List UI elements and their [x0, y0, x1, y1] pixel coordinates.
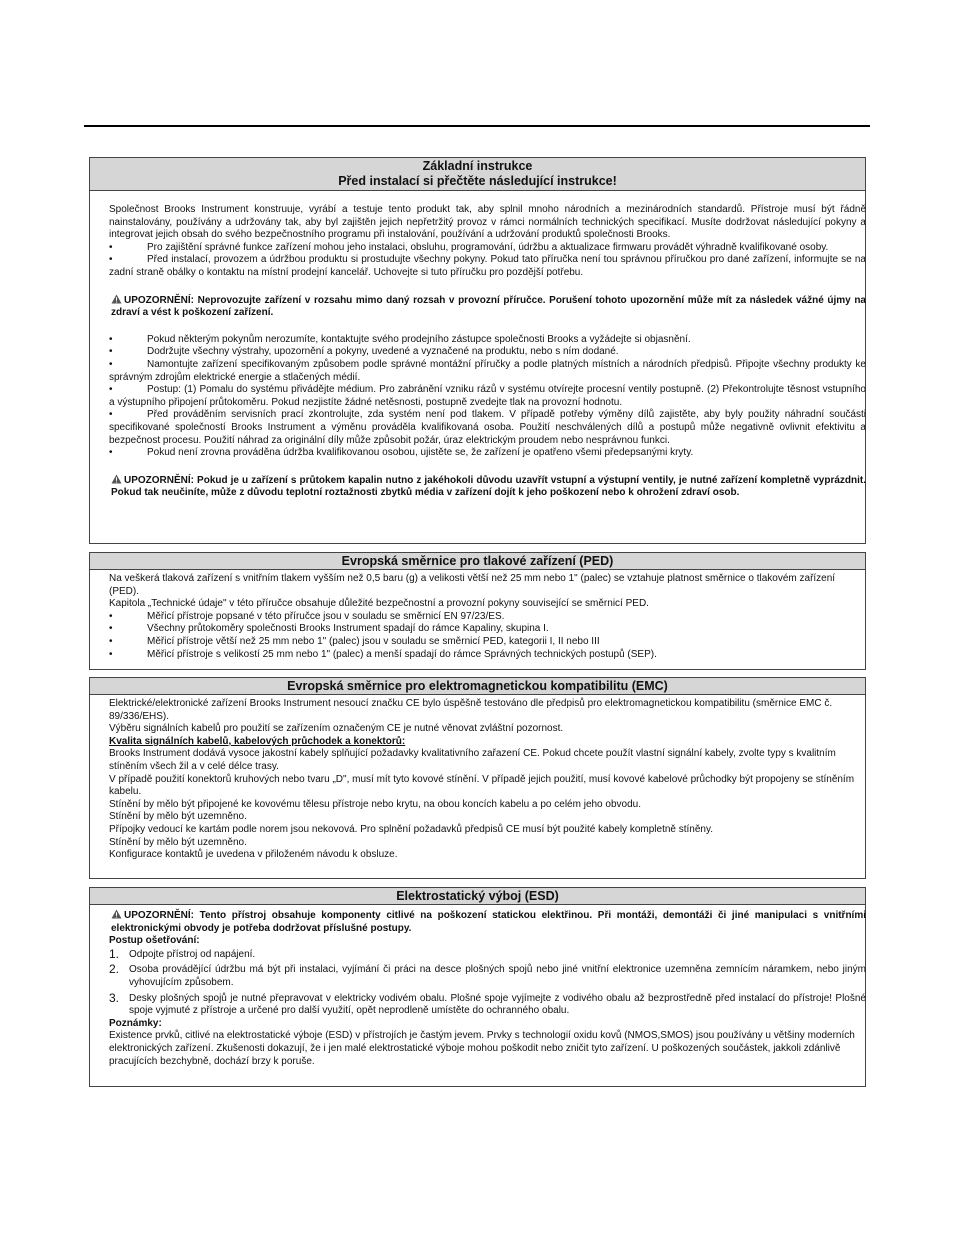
warning-triangle-icon — [111, 294, 122, 304]
section-header — [90, 158, 865, 191]
paragraph: Brooks Instrument dodává vysoce jakostní kabely splňující požadavky kvalitativního zařazení CE. Pokud chcete použít vlastní signální kabely, zvolte typy s kvalitním stíněním všech žil a v celé délce trasy. — [109, 748, 836, 772]
list-item: 1. Odpojte přístroj od napájení. — [109, 946, 256, 961]
section-header — [90, 678, 865, 695]
section-header — [90, 888, 865, 905]
list-item: • Pokud není zrovna prováděna údržba kvalifikovanou osobou, ujistěte se, že zařízení je opatřeno všemi předepsanými kryty. — [109, 447, 694, 459]
paragraph: Na veškerá tlaková zařízení s vnitřním tlakem vyšším než 0,5 baru (g) a velikosti větší než 25 mm nebo 1" (palec) se vztahuje platnost směrnice o tlakovém zařízení (PED). — [109, 573, 836, 597]
warning-paragraph: UPOZORNĚNÍ: Neprovozujte zařízení v rozsahu mimo daný rozsah v provozní příručce. Porušení tohoto upozornění může mít za následek vážné újmy na zdraví a vést k poškození zařízení. — [111, 294, 866, 319]
paragraph: Konfigurace kontaktů je uvedena v přiloženém návodu k obsluze. — [109, 849, 398, 861]
section-esd — [89, 887, 866, 1087]
section-title: Evropská směrnice pro tlakové zařízení (PED) — [341, 554, 614, 568]
section-header — [90, 553, 865, 570]
list-item: • Měřicí přístroje s velikostí 25 mm nebo 1" (palec) a menší spadají do rámce Správných technických postupů (SEP). — [109, 648, 657, 660]
warning-triangle-icon — [111, 474, 122, 484]
list-item: 3. Desky plošných spojů je nutné přepravovat v elektricky vodivém obalu. Plošné spoje vyjímejte z vodivého obalu až bezprostředně před instalací do přístroje! Plošné spoje vyjmuté z přístroje a určené pro další využití, opět neprodleně umístěte do ochranného obalu. — [109, 990, 866, 1017]
paragraph: Výběru signálních kabelů pro použití se zařízením označeným CE je nutné věnovat zvláštní pozornost. — [109, 723, 564, 735]
list-item: • Pokud některým pokynům nerozumíte, kontaktujte svého prodejního zástupce společnosti Brooks a vyžádejte si objasnění. — [109, 333, 691, 345]
procedure-label: Postup ošetřování: — [109, 935, 200, 947]
section-title: Základní instrukce — [422, 159, 533, 173]
section-subtitle: Před instalací si přečtěte následující instrukce! — [338, 174, 617, 188]
notes-paragraph: Existence prvků, citlivé na elektrostatické výboje (ESD) v přístrojích je častým jevem. Prvky s technologií oxidu kovů (NMOS,SMOS) jsou používány u většiny moderních elektronických zařízení. Zkušenosti dokazují, že i jen malé elektrostatické výboje mohou poškodit nebo zničit tyto zařízení. U poškozených součástek, jakkoli zdánlivě pracujících bezchybně, dochází brzy k poruše. — [109, 1030, 855, 1067]
warning-paragraph: UPOZORNĚNÍ: Tento přístroj obsahuje komponenty citlivé na poškození statickou elektřinou. Při montáži, demontáži či jiné manipulaci s vnitřními elektronickými obvody je potřeba dodržovat příslušné postupy. — [111, 910, 867, 934]
list-item: 2. Osoba provádějící údržbu má být při instalaci, vyjímání či práci na desce plošných spojů nebo jiné vnitřní elektronice uzemněna zemnícím náramkem, nebo jiným vyhovujícím způsobem. — [109, 962, 866, 988]
list-item: • Postup: (1) Pomalu do systému přivádějte médium. Pro zabránění vzniku rázů v systému otvírejte procesní ventily postupně. (2) Překontrolujte těsnost vstupního a výstupního připojení průtokoměru. Pokud nezjistíte žádné netěsnosti, postupně zvedejte tlak na provozní hodnotu. — [109, 384, 866, 408]
list-item: • Před instalací, provozem a údržbou produktu si prostudujte všechny pokyny. Pokud tato příručka není tou správnou příručkou pro dané zařízení, informujte se na zadní straně obálky o kontaktu na místní prodejní kancelář. Uchovejte si tuto příručku pro pozdější potřebu. — [109, 254, 866, 278]
list-item: • Měřicí přístroje popsané v této příručce jsou v souladu se směrnicí EN 97/23/ES. — [109, 610, 505, 622]
list-item: • Dodržujte všechny výstrahy, upozornění a pokyny, uvedené a vyznačené na produktu, nebo s ním dodané. — [109, 346, 619, 358]
list-item: • Všechny průtokoměry společnosti Brooks Instrument spadají do rámce Kapaliny, skupina I. — [109, 623, 549, 635]
paragraph: Stínění by mělo být uzemněno. — [109, 836, 247, 848]
list-item: • Pro zajištění správné funkce zařízení mohou jeho instalaci, obsluhu, programování, údržbu a aktualizace firmwaru provádět výhradně kvalifikované osoby. — [109, 241, 829, 253]
paragraph: Stínění by mělo být uzemněno. — [109, 811, 247, 823]
paragraph: Stínění by mělo být připojené ke kovovému tělesu přístroje nebo krytu, na obou koncích kabelu a po celém jeho obvodu. — [109, 798, 641, 810]
paragraph: Přípojky vedoucí ke kartám podle norem jsou nekovová. Pro splnění požadavků předpisů CE musí být použité kabely kompletně stíněny. — [109, 823, 714, 835]
section-emc — [89, 677, 866, 879]
paragraph: Kapitola „Technické údaje" v této příručce obsahuje důležité bezpečnostní a provozní pokyny související se směrnicí PED. — [109, 598, 649, 610]
intro-paragraph: Společnost Brooks Instrument konstruuje, vyrábí a testuje tento produkt tak, aby splnil mnoho národních a mezinárodních standardů. Přístroje musí být řádně nainstalovány, používány a udržovány tak, aby byl zajištěn jejich nepřetržitý provoz v rámci normálních technických specifikací. Musíte dodržovat následující pokyny a integrovat jejich obsah do svého bezpečnostního programu při instalování, používání a udržování produktů společnosti Brooks. — [109, 204, 866, 241]
section-title: Elektrostatický výboj (ESD) — [396, 889, 559, 903]
list-item: • Před prováděním servisních prací zkontrolujte, zda systém není pod tlakem. V případě potřeby výměny dílů zajistěte, aby byly použity náhradní součásti specifikované společností Brooks Instrument a výměnu prováděla kvalifikovaná osoba. Použití neschválených dílů a postupů může negativně ovlivnit efektivitu a bezpečnost procesu. Použití náhrad za originální díly může způsobit požár, úraz elektrickým proudem nebo nesprávnou funkci. — [109, 409, 866, 446]
section-title: Evropská směrnice pro elektromagnetickou kompatibilitu (EMC) — [287, 679, 668, 693]
paragraph: Elektrické/elektronické zařízení Brooks Instrument nesoucí značku CE bylo úspěšně testováno dle předpisů pro elektromagnetickou kompatibilitu (směrnice EMC č. 89/336/EHS). — [109, 698, 833, 722]
subheading: Kvalita signálních kabelů, kabelových průchodek a konektorů: — [109, 735, 406, 747]
section-basic-instructions — [89, 157, 866, 544]
list-item: • Měřicí přístroje větší než 25 mm nebo 1" (palec) jsou v souladu se směrnicí PED, kategorii I, II nebo III — [109, 635, 600, 647]
warning-triangle-icon — [111, 909, 122, 919]
list-item: • Namontujte zařízení specifikovaným způsobem podle správné montážní příručky a podle platných místních a národních předpisů. Připojte všechny produkty ke správným zdrojům elektrické energie a stlačených médií. — [109, 358, 866, 383]
top-rule — [84, 125, 870, 127]
warning-paragraph: UPOZORNĚNÍ: Pokud je u zařízení s průtokem kapalin nutno z jakéhokoli důvodu uzavřít vstupní a výstupní ventily, je nutné zařízení kompletně vyprázdnit. Pokud tak neučiníte, může z důvodu teplotní roztažnosti zbytků média v zařízení dojít k jeho poškození nebo k ohrožení zdraví osob. — [111, 474, 867, 499]
notes-label: Poznámky: — [109, 1017, 162, 1029]
paragraph: V případě použití konektorů kruhových nebo tvaru „D", musí mít tyto kovové stínění. V případě jejich použití, musí kovové kabelové průchodky být propojeny se stíněním kabelu. — [109, 773, 855, 798]
section-ped — [89, 552, 866, 670]
